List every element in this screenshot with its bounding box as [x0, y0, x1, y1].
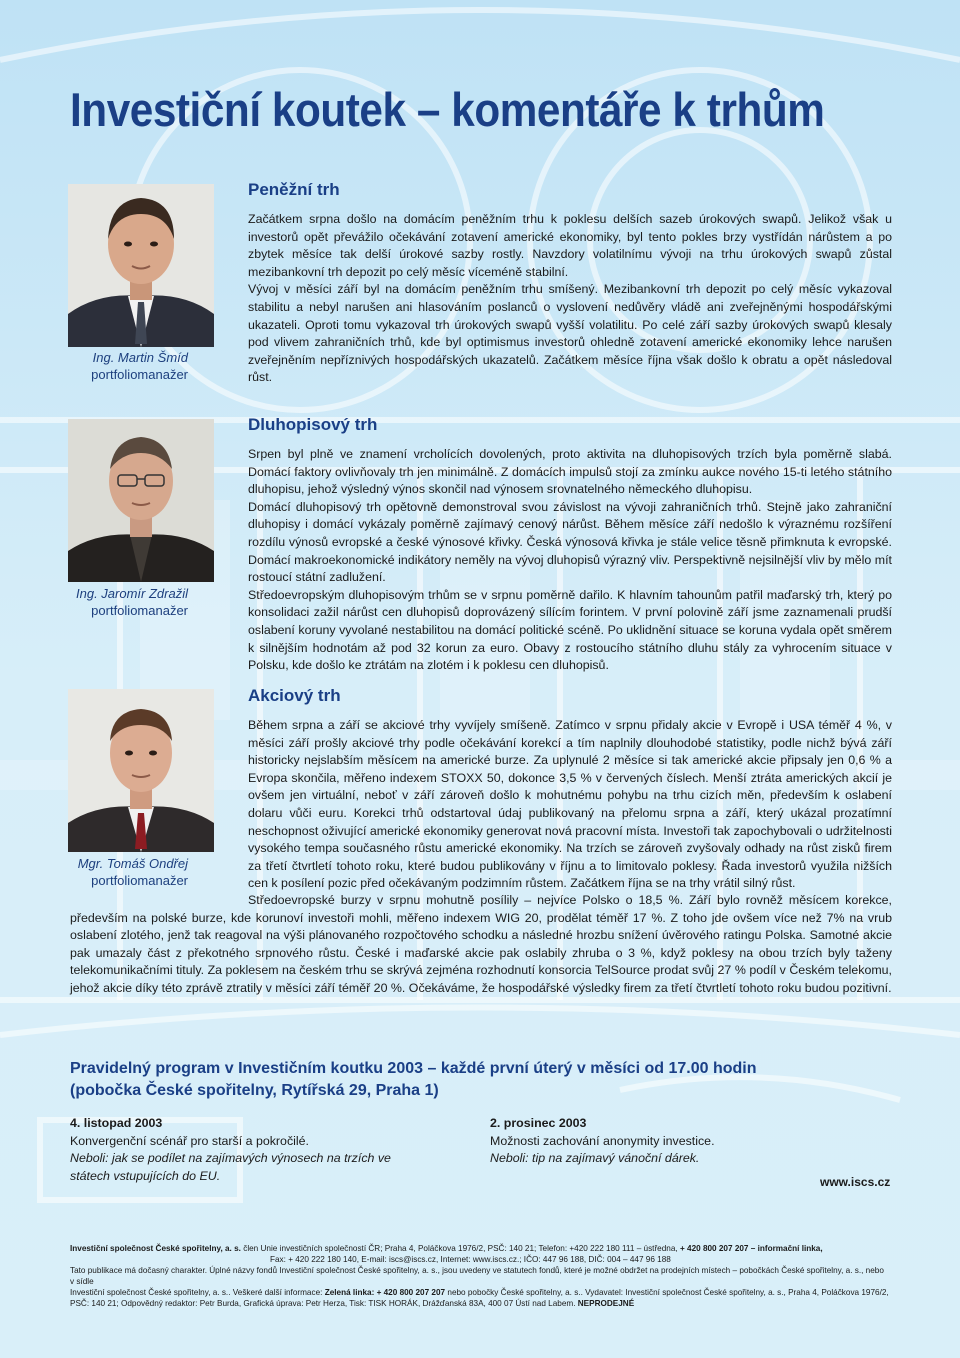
section-title-bond-market: Dluhopisový trh: [248, 415, 378, 434]
footer-line: [70, 1287, 890, 1298]
footer-hotline: + 420 800 207 207 – informační linka,: [679, 1244, 823, 1253]
paragraph: Začátkem srpna došlo na domácím peněžním trhu k poklesu delších sazeb úrokových swapů. Jelikož však u investorů opět převážilo očekávání zotavení americké ekonomiky, byl tento pokles brzy vystřídán nárůstem a po zbytek měsíce tak delší úrokové sazby rostly. Navzdory volatilnímu vývoji na trhu úrokových swapů zůstal mezibankovní trh depozit po celý měsíc víceméně stabilní.: [248, 212, 892, 279]
paragraph: Středoevropským dluhopisovým trhům se v srpnu poměrně dařilo. K hlavním tahounům patřil maďarský trh, který po konsolidaci zažil nárůst cen dluhopisů doprovázený sílícím forintem. V první polovině září jsme zaznamenali prudší oslabení koruny vyvolané nestabilitou na domácí politické scéně. Po uklidnění situace se koruna vydala opět směrem k silnějším hodnotám až pod 32 korun za euro. Obavy z rostoucího státního dluhu stály za vyhrocením situace v Polsku, kde došlo ke ztrátám na zlotém i k poklesu cen dluhopisů.: [248, 587, 892, 673]
person-role: portfoliomanažer: [91, 873, 188, 888]
program-event: [70, 1115, 430, 1185]
paragraph: Vývoj v měsíci září byl na domácím peněžním trhu smíšený. Mezibankovní trh depozit po celý měsíc vykazoval stabilitu a nebyl narušen ani hlasováním poslanců o vyslovení nedůvěry vládě ani zveřejněnými hospodářskými ukazateli. Oproti tomu vykazoval trh úrokových swapů vyšší volatilitu. Po celé září sazby úrokových swapů klesaly pod vlivem zahraničních trhů, kde byl optimismus investorů ohledně zotavení americké ekonomiky lehce narušen zveřejněním nepříznivých hospodářských ukazatelů. Začátkem měsíce října však došlo k obratu a opět následoval růst.: [248, 282, 892, 385]
page-title: Investiční koutek – komentáře k trhům: [70, 83, 825, 136]
person-name: Ing. Martin Šmíd: [92, 350, 188, 365]
section-body-money-market: [248, 211, 892, 387]
footer-text: PSČ: 140 21; Odpovědný redaktor: Petr Burda, Grafická úprava: Petr Herza, Tisk: TISK HORÁK, Drážďanská 83A, 400 07 Ústí nad Labem.: [70, 1299, 576, 1308]
paragraph: Během srpna a září se akciové trhy vyvíjely smíšeně. Zatímco v srpnu přidaly akcie v Evropě i USA téměř 4 %, v měsíci září prošly akciové trhy podle očekávání korekcí a tím naplnily dlouhodobé statistiky, podle nichž bývá září historicky nejslabším měsícem na americké burze. Za uplynulé 2 měsíce si tak americké akcie připsaly jen 0,6 % a Evropa skončila, měřeno indexem STOXX 50, dokonce 3,5 % v červených číslech. Menší ztráta amerických akcií je ovšem jen virtuální, neboť v září zároveň došlo k mohutnému pohybu na trhu cizích měn, především k oslabení dolaru vůči euru. Korekci trhů odstartoval údaj publikovaný na přelomu srpna a září, který ukázal prozatímní neschopnost oživující americké ekonomiky generovat nová pracovní místa. Investoři tak zapochybovali o udržitelnosti vysokého tempa současného růstu americké ekonomiky. Na trzích se zároveň zvyšovaly odhady na růst zisků firem za třetí čtvrtletí tohoto roku, které budou publikovány v říjnu a to limitovalo poklesy. Řada investorů využila nižších cen k posílení pozic před očekávaným podzimním růstem. Začátkem října se na trhy vrátil silný růst.: [248, 718, 892, 891]
event-subtitle: Neboli: jak se podílet na zajímavých výnosech na trzích ve státech vstupujících do EU.: [70, 1151, 391, 1183]
paragraph: Středoevropské burzy v srpnu mohutně posílily – nejvíce Polsko o 18,5 %. Září bylo rovněž měsícem korekce, především na polské burze, kde korunoví investoři mohli, měřeno indexem WIG 20, prodělat téměř 17 %. Z toho jde ovšem více než 7% na vrub oslabení zlotého, jenž tak reagoval na výši plánovaného rozpočtového schodku a následné hrozbu snížení úvěrového ratingu Polska. Samotné akcie pak umazaly část z překotného srpnového růstu. České i maďarské akcie pak oslabily zhruba o 3 %, když poklesy na obou trzích byly taženy telekomunikačními tituly. Za poklesem na českém trhu se skrývá zejména rozhodnutí konsorcia TelSource prodat svůj 27 % podíl v Českém telekomu, jehož akcie díky této zprávě ztratily v měsíci září téměř 20 %. Očekáváme, že hospodářské výsledky firem za třetí čtvrtletí tohoto roku budou pozitivní.: [70, 893, 892, 995]
footer-text: člen Unie investičních společností ČR; Praha 4, Poláčkova 1976/2, PSČ: 140 21; Telefon: +420 222 180 111 – ústředna,: [243, 1244, 678, 1253]
event-topic: Možnosti zachování anonymity investice.: [490, 1133, 715, 1148]
person-role: portfoliomanažer: [91, 367, 188, 382]
paragraph: Srpen byl plně ve znamení vrcholících dovolených, proto aktivita na dluhopisových trzích byla poměrně slabá. Domácí faktory ovlivňovaly trh jen minimálně. Z domácích impulsů stojí za zmínku aukce nového 15-ti letého státního dluhopisu, jehož výsledný výnos skončil nad výnosem srovnatelného německého dluhopisu.: [248, 447, 892, 497]
website-link[interactable]: www.iscs.cz: [820, 1175, 891, 1189]
program-heading: [70, 1058, 830, 1102]
portrait-caption-ondrej: [68, 855, 188, 889]
portrait-photo-smid: [68, 184, 214, 347]
section-body-bond-market: [248, 446, 892, 675]
portrait-caption-zdrazil: [68, 585, 188, 619]
section-title-stock-market: Akciový trh: [248, 686, 341, 705]
portrait-caption-smid: [68, 349, 188, 383]
portrait-photo-ondrej: [68, 689, 214, 852]
section-body-stock-market: [248, 717, 892, 893]
footer-line: [70, 1298, 890, 1309]
person-photo-icon: [68, 184, 214, 347]
footer-line: Fax: + 420 222 180 140, E-mail: iscs@iscs.cz, Internet: www.iscs.cz.; IČO: 447 96 188, DIČ: 004 – 447 96 188: [270, 1255, 671, 1264]
person-name: Mgr. Tomáš Ondřej: [77, 856, 188, 871]
footer-line: [70, 1243, 890, 1254]
person-name: Ing. Jaromír Zdražil: [76, 586, 188, 601]
event-date: 2. prosinec 2003: [490, 1116, 587, 1130]
footer-text: Investiční společnost České spořitelny, a. s.. Veškeré další informace:: [70, 1288, 323, 1297]
section-body-stock-market-continued: [70, 892, 892, 998]
paragraph: Domácí dluhopisový trh opětovně demonstroval svou závislost na vývoji zahraničních trhů. Stejně jako zahraniční dluhopisy i domácí vykázaly poměrně zajímavý cenový nárůst. Během měsíce září nedošlo k výraznému rozšíření rozdílu výnosů evropské a české výnosové křivky. Česká výnosová křivka je stále velice těsně přimknuta k evropské. Domácí makroekonomické indikátory neměly na vývoj dluhopisů výrazný vliv. Perspektivně nejsilnější vliv by mělo mít rostoucí státní zadlužení.: [248, 499, 892, 585]
program-heading-line: (pobočka České spořitelny, Rytířská 29, Praha 1): [70, 1082, 439, 1099]
program-heading-line: Pravidelný program v Investičním koutku 2003 – každé první úterý v měsíci od 17.00 hodin: [70, 1060, 757, 1077]
section-title-money-market: Peněžní trh: [248, 180, 340, 199]
event-date: 4. listopad 2003: [70, 1116, 163, 1130]
footer-not-for-sale: NEPRODEJNÉ: [577, 1299, 635, 1308]
footer-imprint: [70, 1243, 890, 1309]
event-topic: Konvergenční scénář pro starší a pokročilé.: [70, 1133, 309, 1148]
person-role: portfoliomanažer: [91, 603, 188, 618]
footer-green-line: Zelená linka: + 420 800 207 207: [324, 1288, 446, 1297]
person-photo-icon: [68, 689, 214, 852]
footer-text: nebo pobočky České spořitelny, a. s.. Vydavatel: Investiční společnost České spořitelny, a. s., Praha 4, Poláčkova 1976/2,: [447, 1288, 889, 1297]
program-event: [490, 1115, 850, 1168]
portrait-photo-zdrazil: [68, 419, 214, 582]
person-photo-icon: [68, 419, 214, 582]
footer-company: Investiční společnost České spořitelny, a. s.: [70, 1244, 241, 1253]
footer-line: Tato publikace má dočasný charakter. Úplné názvy fondů Investiční společnost České spořitelny, a. s., jsou uvedeny ve statutech fondů, které je možné obdržet na prodejních místech – pobočkách České spořitelny, a. s., nebo v sídle: [70, 1266, 884, 1286]
event-subtitle: Neboli: tip na zajímavý vánoční dárek.: [490, 1151, 700, 1166]
